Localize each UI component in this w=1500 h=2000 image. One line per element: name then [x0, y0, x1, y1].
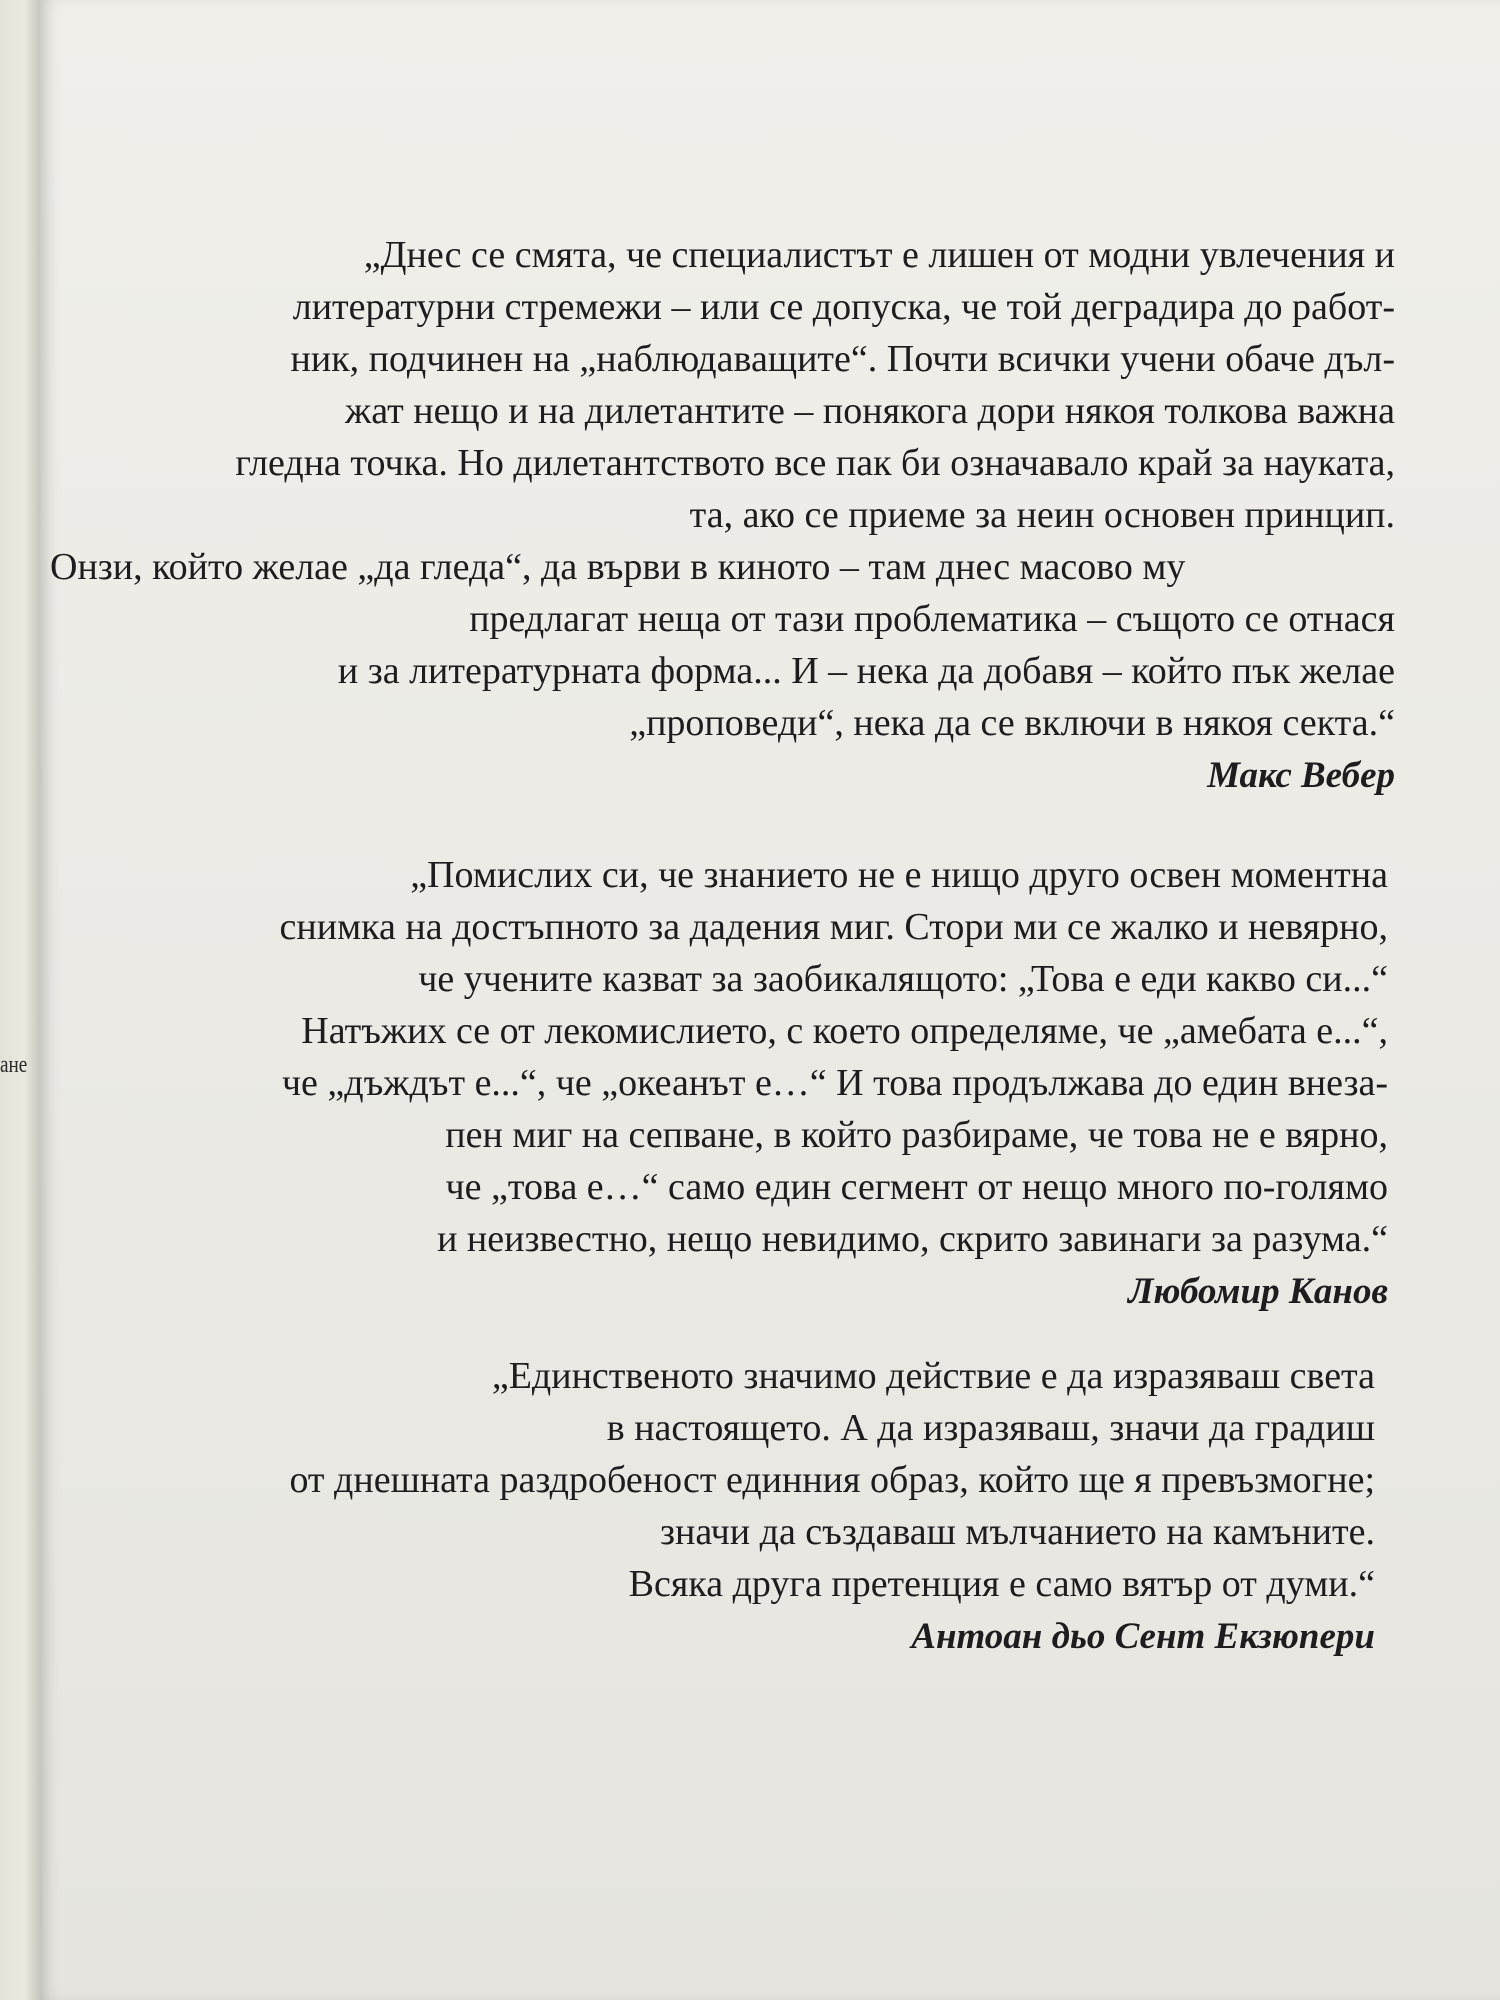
quote-line: гледна точка. Но дилетантството все пак би означавало край за науката, [235, 442, 1395, 484]
quote-line: от днешната раздробеност единния образ, който ще я превъзмогне; [289, 1459, 1375, 1501]
quote-line: предлагат неща от тази проблематика – същото се отнася [469, 598, 1395, 640]
quote-line: Натъжих се от лекомислието, с което определяме, че „амебата е...“, [301, 1010, 1388, 1052]
quote-line: „Помислих си, че знанието не е нищо друго освен моментна [410, 854, 1388, 896]
quote-line: че „това е…“ само един сегмент от нещо много по-голямо [445, 1166, 1388, 1208]
quote-saint-exupery [50, 1350, 1375, 1664]
quote-line: че учените казват за заобикалящото: „Това е еди какво си...“ [418, 958, 1388, 1000]
left-page-edge [0, 0, 40, 2000]
quote-line: ник, подчинен на „наблюдаващите“. Почти всички учени обаче дъл- [290, 338, 1395, 380]
quote-line: Всяка друга претенция е само вятър от думи.“ [628, 1563, 1375, 1605]
quote-line: „проповеди“, нека да се включи в някоя секта.“ [629, 702, 1395, 744]
quote-author: Макс Вебер [1207, 755, 1395, 796]
quote-line: значи да създаваш мълчанието на камъните. [659, 1511, 1375, 1553]
quote-line: „Единственото значимо действие е да изразяваш света [491, 1355, 1375, 1397]
quote-line: Онзи, който желае „да гледа“, да върви в киното – там днес масово му [50, 546, 1186, 588]
quote-line: жат нещо и на дилетантите – понякога дори някоя толкова важна [344, 390, 1395, 432]
quote-max-weber [50, 229, 1395, 803]
quote-line: та, ако се приеме за неин основен принцип. [689, 494, 1395, 536]
quote-line: литературни стремежи – или се допуска, че той деградира до работ- [292, 286, 1395, 328]
quote-line: „Днес се смята, че специалистът е лишен от модни увлечения и [363, 234, 1395, 276]
quote-lyubomir-kanov [50, 849, 1388, 1319]
quote-line: снимка на достъпното за дадения миг. Стори ми се жалко и невярно, [279, 906, 1388, 948]
quote-line: и за литературната форма... И – нека да добавя – който пък желае [337, 650, 1395, 692]
quote-author: Антоан дьо Сент Екзюпери [911, 1616, 1375, 1657]
quote-line: и неизвестно, нещо невидимо, скрито завинаги за разума.“ [437, 1218, 1388, 1260]
book-page [40, 0, 1500, 2000]
quote-line: пен миг на сепване, в който разбираме, че това не е вярно, [445, 1114, 1388, 1156]
quote-line: че „дъждът е...“, че „океанът е…“ И това продължава до един внеза- [281, 1062, 1388, 1104]
quote-author: Любомир Канов [1128, 1271, 1388, 1312]
left-page-text-fragment: ане [0, 1052, 28, 1078]
quote-line: в настоящето. А да изразяваш, значи да градиш [606, 1407, 1375, 1449]
